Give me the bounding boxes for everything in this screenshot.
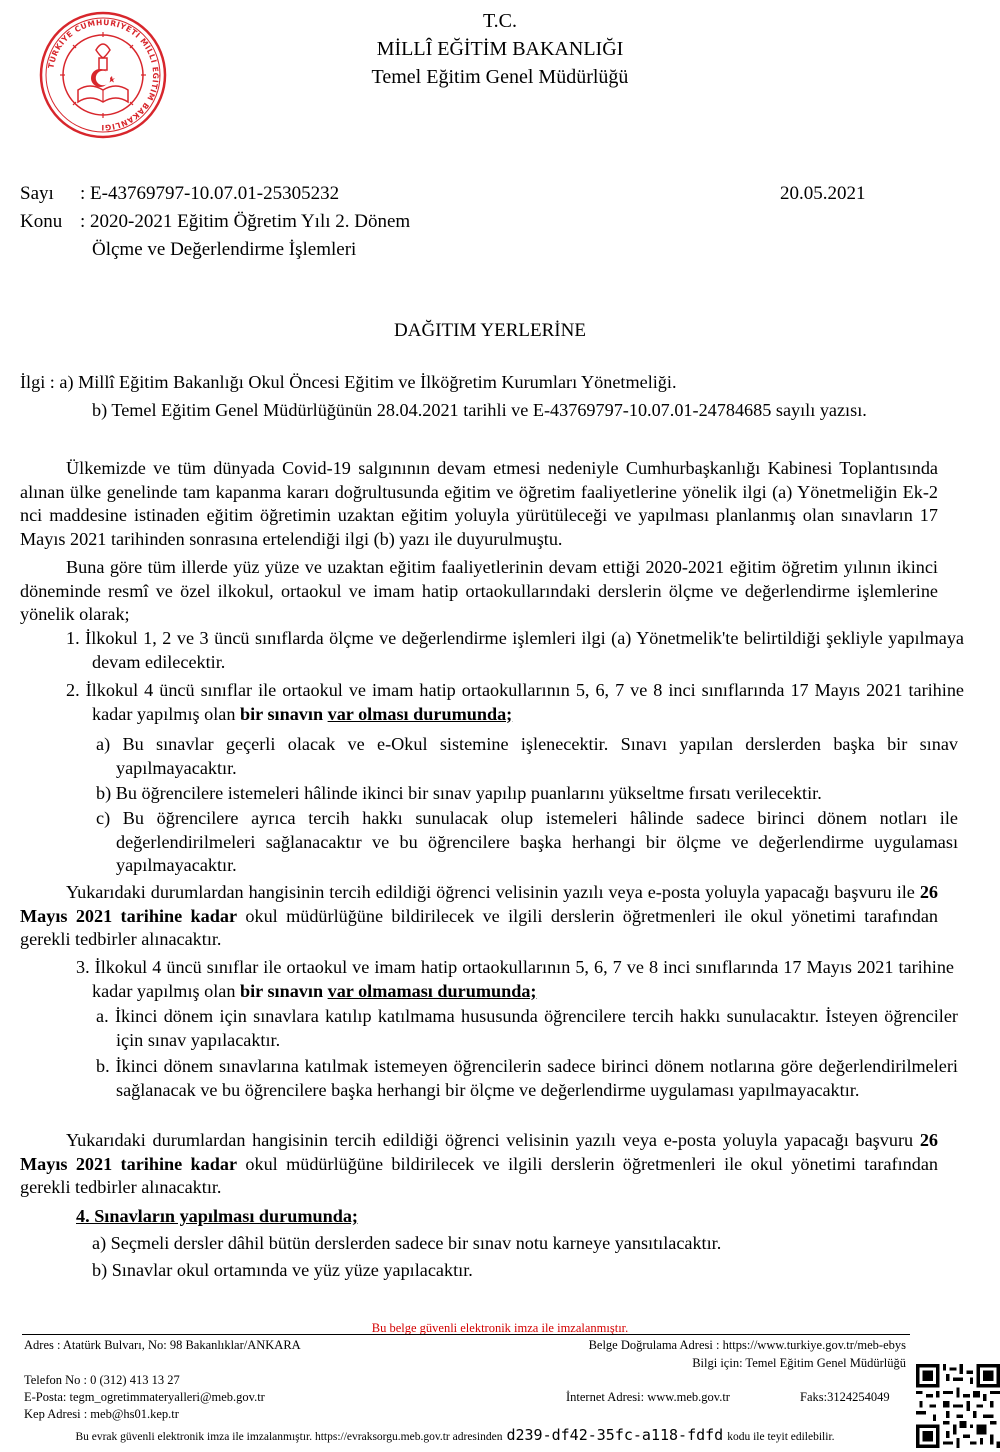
item-2-a: a) Bu sınavlar geçerli olacak ve e-Okul sistemine işlenecektir. Sınavı yapılan derslerden başka bir sınav yapılmayacaktır. xyxy=(96,734,958,778)
footer-verify-address: Belge Doğrulama Adresi : https://www.turkiye.gov.tr/meb-ebys xyxy=(588,1338,906,1352)
item-3 xyxy=(76,956,954,1003)
item-3-bold-underline: var olmaması durumunda; xyxy=(327,980,537,1001)
konu-line2: Ölçme ve Değerlendirme İşlemleri xyxy=(92,239,357,260)
item-2-bold: bir sınavın xyxy=(240,703,328,724)
konu-label: Konu xyxy=(20,211,63,232)
verify-line-tail: kodu ile teyit edilebilir. xyxy=(727,1431,835,1443)
header-ministry: MİLLÎ EĞİTİM BAKANLIĞI xyxy=(376,38,624,60)
paragraph-3-bold: 26 Mayıs 2021 tarihine kadar xyxy=(20,882,938,926)
item-3-b: b. İkinci dönem sınavlarına katılmak istemeyen öğrencilerin sadece birinci dönem notlarına göre değerlendirilmeleri sağlanacak ve bu öğrencilere başka herhangi bir ölçme ve değerlendirme uygulaması yapılmayacaktır. xyxy=(96,1056,958,1100)
seal-text: TÜRKİYE CUMHURİYETİ MİLLÎ EĞİTİM BAKANLIĞI xyxy=(46,17,161,133)
item-4-b: b) Sınavlar okul ortamında ve yüz yüze yapılacaktır. xyxy=(92,1260,473,1280)
footer-web: İnternet Adresi: www.meb.gov.tr xyxy=(566,1390,730,1404)
recipient: DAĞITIM YERLERİNE xyxy=(394,320,586,341)
verify-line-text: Bu evrak güvenli elektronik imza ile imzalanmıştır. https://evraksorgu.meb.gov.tr adresinden xyxy=(75,1431,503,1443)
ilgi-a: İlgi : a) Millî Eğitim Bakanlığı Okul Öncesi Eğitim ve İlköğretim Kurumları Yönetmeliği. xyxy=(20,372,677,392)
ilgi-b: b) Temel Eğitim Genel Müdürlüğünün 28.04.2021 tarihli ve E-43769797-10.07.01-24784685 sayılı yazısı. xyxy=(92,400,867,420)
sayi-label: Sayı xyxy=(20,183,54,204)
header-directorate: Temel Eğitim Genel Müdürlüğü xyxy=(371,66,629,88)
sayi-value: : E-43769797-10.07.01-25305232 xyxy=(80,183,340,204)
verify-line xyxy=(0,1426,910,1445)
footer-email: E-Posta: tegm_ogretimmateryalleri@meb.gov.tr xyxy=(24,1390,265,1404)
paragraph-4-tail: okul müdürlüğüne bildirilecek ve ilgili derslerin öğretmenleri ile okul yönetimi tarafından gerekli tedbirler alınacaktır. xyxy=(20,1153,939,1197)
item-4-title xyxy=(76,1205,938,1229)
item-3-a: a. İkinci dönem için sınavlara katılıp katılmama hususunda öğrencilere tercih hakkı sunulacaktır. İsteyen öğrenciler için sınav yapılacaktır. xyxy=(96,1006,958,1050)
paragraph-4-bold: 26 Mayıs 2021 tarihine kadar xyxy=(20,1130,938,1174)
qr-code-icon xyxy=(916,1364,1000,1448)
item-3-bold: bir sınavın xyxy=(240,980,328,1001)
footer-fax: Faks:3124254049 xyxy=(800,1390,890,1404)
paragraph-4-text: Yukarıdaki durumlardan hangisinin tercih edildiği öğrenci velisinin yazılı veya e-posta yoluyla yapacağı başvuru xyxy=(66,1130,920,1150)
konu-line1: : 2020-2021 Eğitim Öğretim Yılı 2. Dönem xyxy=(80,211,411,232)
esign-notice: Bu belge güvenli elektronik imza ile imzalanmıştır. xyxy=(371,1321,629,1335)
paragraph-2: Buna göre tüm illerde yüz yüze ve uzaktan eğitim faaliyetlerinin devam ettiği 2020-2021 eğitim öğretim yılının ikinci döneminde resmî ve özel ilkokul, ortaokul ve imam hatip ortaokullarındaki derslerin ölçme ve değerlendirme işlemlerine yönelik olarak; xyxy=(20,557,938,624)
item-3-text: 3. İlkokul 4 üncü sınıflar ile ortaokul ve imam hatip ortaokullarının 5, 6, 7 ve 8 inci sınıflarında 17 Mayıs 2021 tarihine kadar yapılmış olan xyxy=(76,957,954,1001)
item-2-text: 2. İlkokul 4 üncü sınıflar ile ortaokul ve imam hatip ortaokullarının 5, 6, 7 ve 8 inci sınıflarında 17 Mayıs 2021 tarihine kadar yapılmış olan xyxy=(66,680,964,724)
item-2-bold-underline: var olması durumunda; xyxy=(327,703,513,724)
paragraph-3-text: Yukarıdaki durumlardan hangisinin tercih edildiği öğrenci velisinin yazılı veya e-posta yoluyla yapacağı başvuru ile xyxy=(66,882,920,902)
item-2-c: c) Bu öğrencilere ayrıca tercih hakkı sunulacak olup istemeleri hâlinde sadece birinci dönem notları ile değerlendirilmeleri sağlanacaktır ve bu öğrencilere başka herhangi bir ölçme ve değerlendirme uygulaması yapılmayacaktır. xyxy=(96,808,958,875)
verify-code: d239-df42-35fc-a118-fdfd xyxy=(506,1426,724,1444)
paragraph-4 xyxy=(20,1129,938,1200)
footer-divider xyxy=(22,1334,910,1335)
footer-address: Adres : Atatürk Bulvarı, No: 98 Bakanlıklar/ANKARA xyxy=(24,1338,301,1352)
paragraph-1: Ülkemizde ve tüm dünyada Covid-19 salgınının devam etmesi nedeniyle Cumhurbaşkanlığı Kabinesi Toplantısında alınan ülke genelinde tam kapanma kararı doğrultusunda eğitim ve öğretim faaliyetlerine yönelik ilgi (a) Yönetmeliğin Ek-2 nci maddesine istinaden eğitim öğretimin uzaktan eğitim yoluyla yürütüleceği ve yapılması planlanmış olan sınavların 17 Mayıs 2021 tarihinden sonrasına ertelendiği ilgi (b) yazı ile duyurulmuştu. xyxy=(20,458,938,549)
footer-info: Bilgi için: Temel Eğitim Genel Müdürlüğü xyxy=(692,1356,906,1370)
footer-kep: Kep Adresi : meb@hs01.kep.tr xyxy=(24,1407,179,1421)
item-1: 1. İlkokul 1, 2 ve 3 üncü sınıflarda ölçme ve değerlendirme işlemleri ilgi (a) Yönetmelik'te belirtildiği şekliyle yapılmaya devam edilecektir. xyxy=(66,628,964,672)
paragraph-3 xyxy=(20,881,938,952)
item-2-b: b) Bu öğrencilere istemeleri hâlinde ikinci bir sınav yapılıp puanlarını yükseltme fırsatı verilecektir. xyxy=(96,783,822,803)
header-tc: T.C. xyxy=(482,10,518,32)
footer-phone: Telefon No : 0 (312) 413 13 27 xyxy=(24,1373,180,1387)
item-4-a: a) Seçmeli dersler dâhil bütün derslerden sadece bir sınav notu karneye yansıtılacaktır. xyxy=(92,1233,722,1253)
paragraph-3-tail: okul müdürlüğüne bildirilecek ve ilgili derslerin öğretmenleri ile okul yönetimi tarafından gerekli tedbirler alınacaktır. xyxy=(20,905,939,949)
item-2 xyxy=(66,679,964,726)
item-4-title-text: 4. Sınavların yapılması durumunda; xyxy=(76,1206,358,1226)
document-date: 20.05.2021 xyxy=(780,183,866,204)
